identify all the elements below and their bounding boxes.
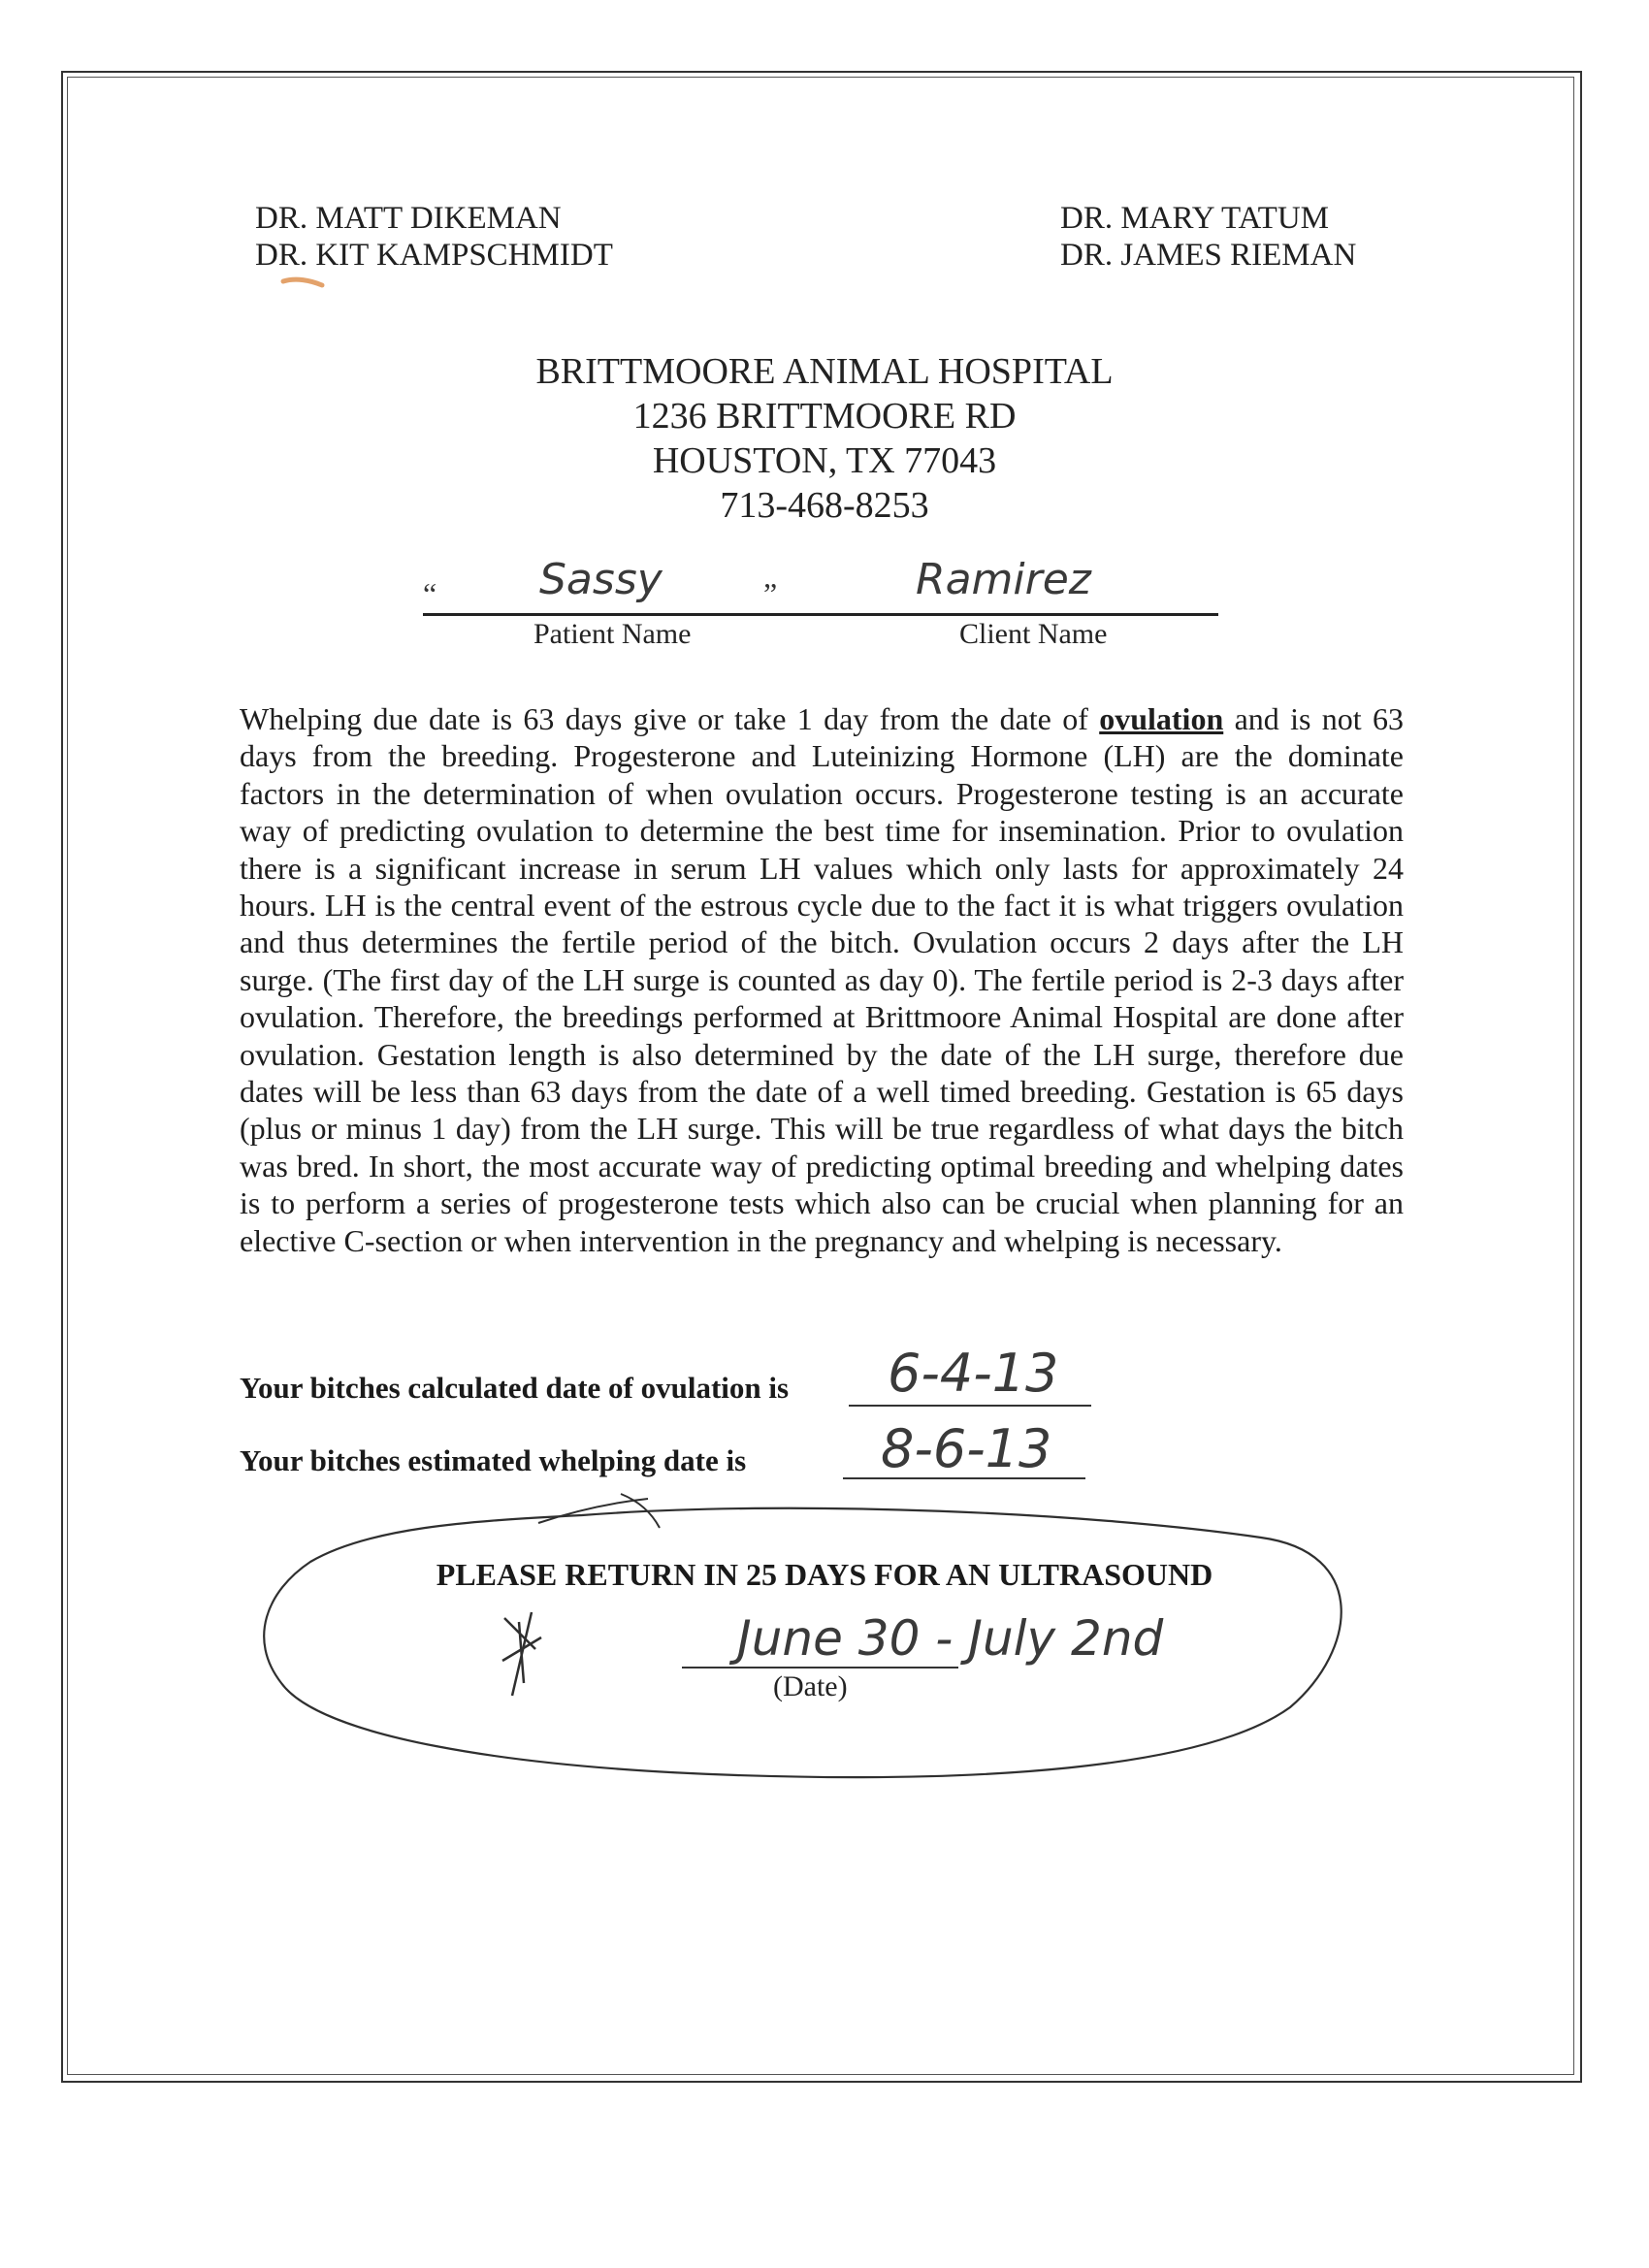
doctor-name: DR. MATT DIKEMAN — [255, 201, 562, 236]
ovulation-emphasis: ovulation — [1099, 701, 1224, 736]
doctor-name: DR. MARY TATUM — [1060, 201, 1329, 236]
hand-drawn-circle — [264, 1508, 1342, 1777]
body-text-rest: and is not 63 days from the breeding. Progesterone and Luteinizing Hormone (LH) are the dominate factors in the determination of when ovulation occurs. Progesterone testing is an accurate way of predicting ovulation to determine the best time for insemination. Prior to ovulation there is a significant increase in serum LH values which only lasts for approximately 24 hours. LH is the central event of the estrous cycle due to the fact it is what triggers ovulation and thus determines the fertile period of the bitch. Ovulation occurs 2 days after the LH surge. (The first day of the LH surge is counted as day 0). The fertile period is 2-3 days after ovulation. Therefore, the breedings performed at Brittmoore Animal Hospital are done after ovulation. Gestation length is also determined by the date of the LH surge, therefore due dates will be less than 63 days from the date of a well timed breeding. Gestation is 65 days (plus or minus 1 day) from the LH surge. This will be true regardless of what days the bitch was bred. In short, the most accurate way of predicting optimal breeding and whelping dates is to perform a series of progesterone tests which also can be crucial when planning for an elective C-section or when intervention in the pregnancy and whelping is necessary. — [240, 701, 1405, 1258]
smudge-mark — [283, 279, 322, 285]
open-quote: “ — [423, 576, 437, 611]
hospital-city: HOUSTON, TX 77043 — [652, 440, 997, 481]
body-text-start: Whelping due date is 63 days give or take 1 day from the date of — [240, 701, 1100, 736]
whelping-date-label: Your bitches estimated whelping date is — [240, 1443, 747, 1477]
ultrasound-notice: PLEASE RETURN IN 25 DAYS FOR AN ULTRASOUND — [436, 1557, 1213, 1592]
ovulation-date-value: 6-4-13 — [888, 1343, 1059, 1404]
doctor-name: DR. KIT KAMPSCHMIDT — [255, 238, 613, 273]
patient-name-value: Sassy — [539, 555, 663, 604]
ultrasound-date-value: June 30 - July 2nd — [737, 1610, 1164, 1667]
hospital-name: BRITTMOORE ANIMAL HOSPITAL — [535, 351, 1114, 392]
hospital-street: 1236 BRITTMOORE RD — [632, 396, 1017, 437]
client-name-value: Ramirez — [916, 555, 1091, 604]
patient-name-label: Patient Name — [534, 618, 692, 650]
client-name-label: Client Name — [959, 618, 1108, 650]
close-quote: ” — [763, 576, 778, 611]
doctor-name: DR. JAMES RIEMAN — [1060, 238, 1357, 273]
hand-drawn-stroke — [538, 1499, 648, 1523]
ovulation-date-label: Your bitches calculated date of ovulation is — [240, 1371, 790, 1405]
hand-drawn-star — [502, 1612, 541, 1696]
ultrasound-date-label: (Date) — [773, 1670, 848, 1702]
whelping-date-value: 8-6-13 — [881, 1418, 1052, 1479]
hospital-phone: 713-468-8253 — [720, 485, 929, 526]
